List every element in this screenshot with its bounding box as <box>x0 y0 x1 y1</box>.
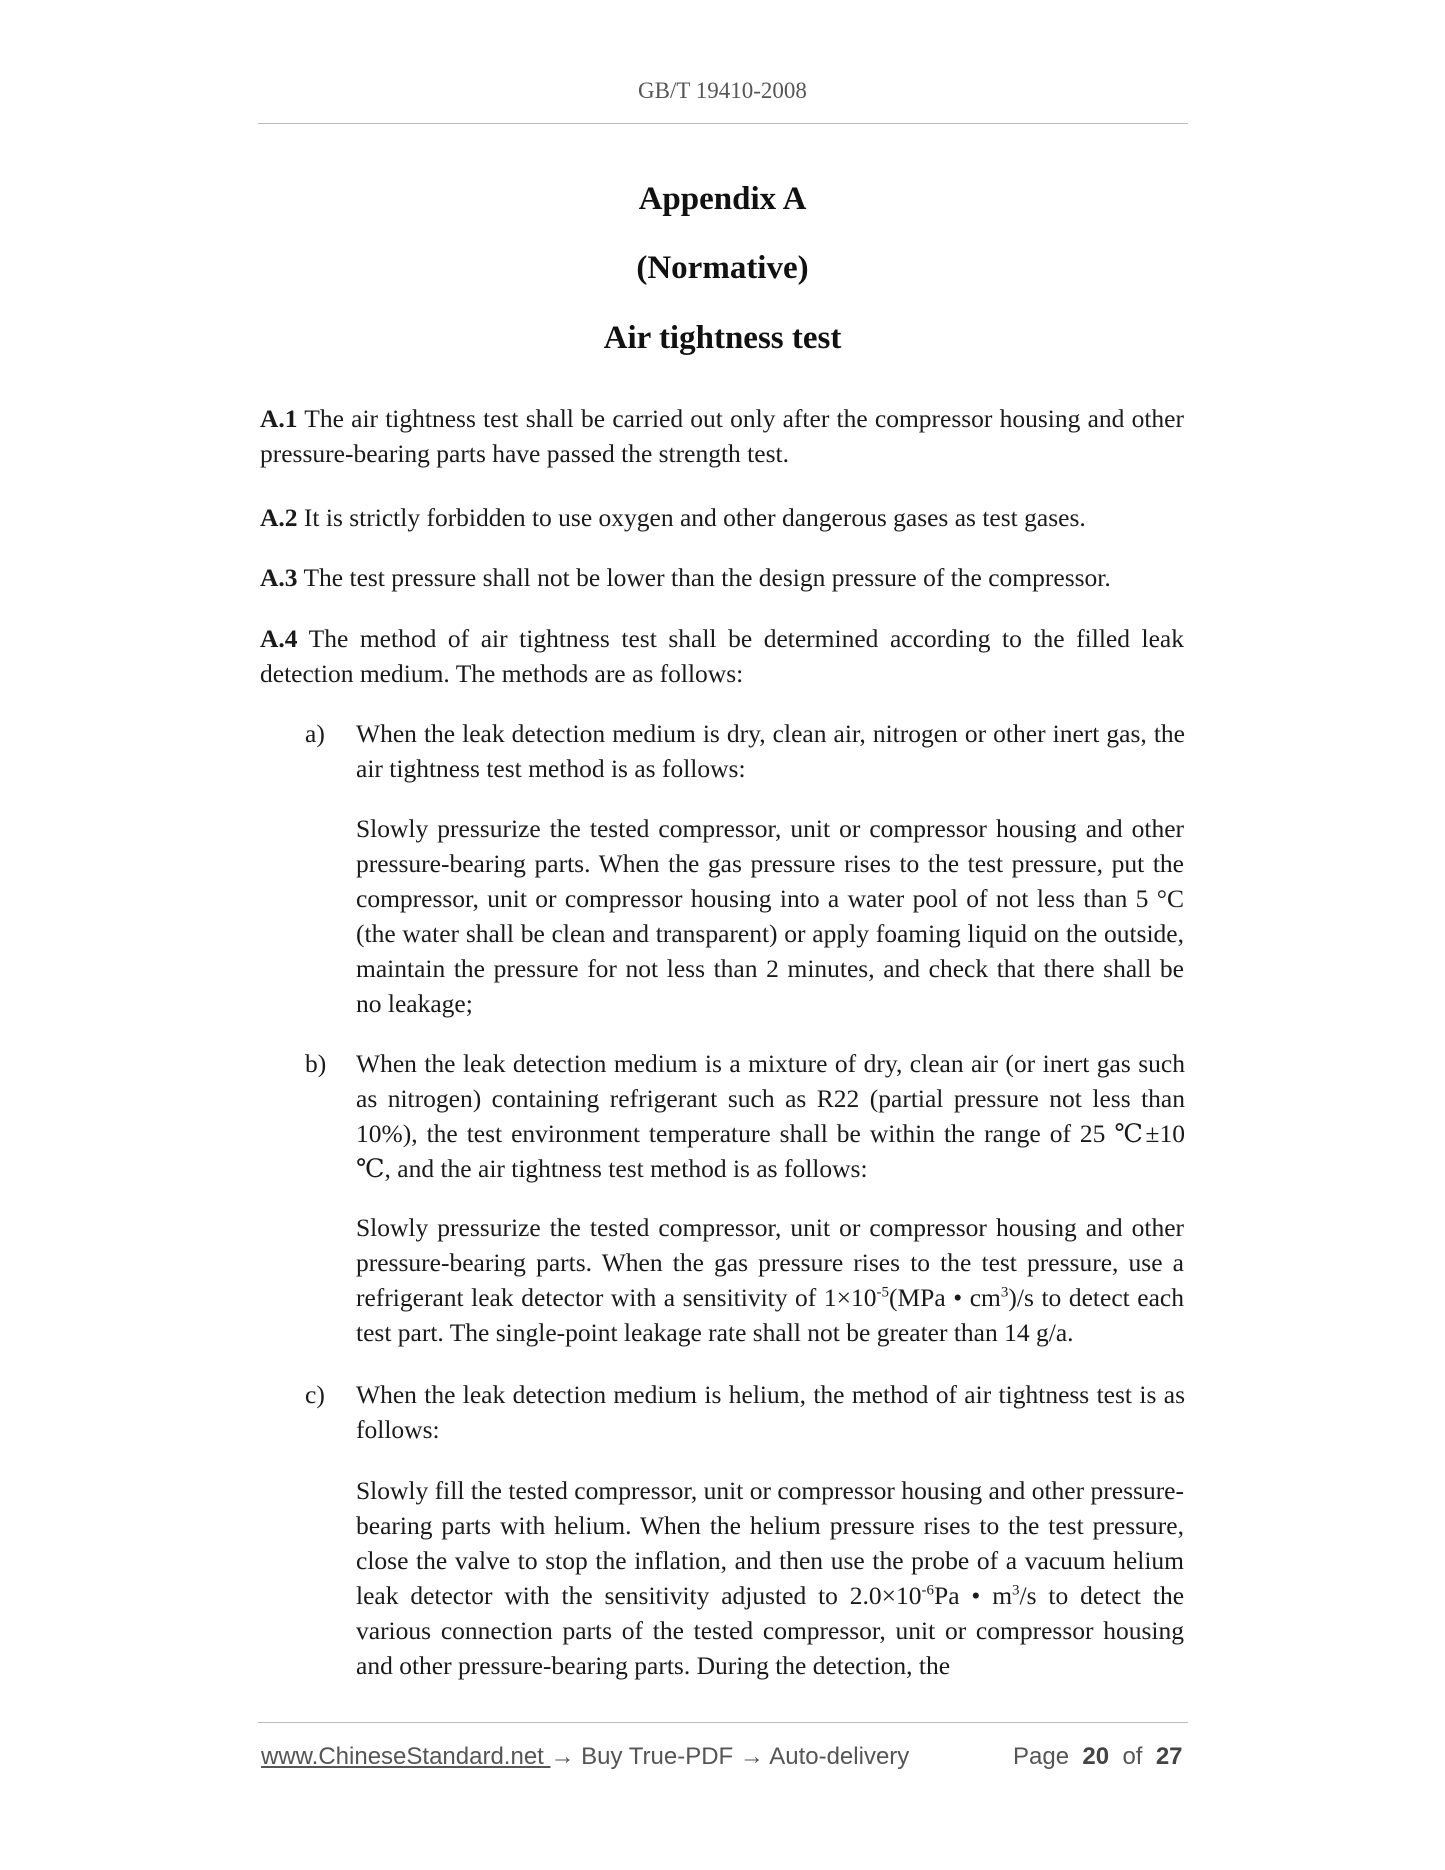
clause-a1 <box>260 401 1184 471</box>
detail-text: )/s to detect each test part. The single-point leakage rate shall not be greater than 14 g/a. <box>356 1283 1184 1347</box>
clause-text: The test pressure shall not be lower than the design pressure of the compressor. <box>297 563 1111 592</box>
list-item-text: When the leak detection medium is a mixture of dry, clean air (or inert gas such as nitrogen) containing refrigerant such as R22 (partial pressure not less than 10%), the test environment temperature shall be within the range of 25 ℃±10 ℃, and the air tightness test method is as follows: <box>356 1049 1185 1183</box>
clause-number: A.1 <box>260 404 298 433</box>
footer-divider <box>258 1722 1188 1723</box>
exponent: 3 <box>1012 1582 1020 1599</box>
exponent: -6 <box>921 1582 935 1599</box>
clause-a4 <box>260 621 1184 691</box>
arrow-icon: → <box>739 1743 764 1770</box>
standard-code-header: GB/T 19410-2008 <box>638 78 807 103</box>
clause-text: The air tightness test shall be carried out only after the compressor housing and other pressure-bearing parts have passed the strength test. <box>260 404 1184 468</box>
clause-text: It is strictly forbidden to use oxygen and other dangerous gases as test gases. <box>297 503 1086 532</box>
page-total: 27 <box>1155 1743 1183 1770</box>
of-word: of <box>1122 1743 1143 1770</box>
clause-number: A.3 <box>260 563 298 592</box>
page-indicator <box>1013 1743 1183 1771</box>
list-item-a-detail: Slowly pressurize the tested compressor, unit or compressor housing and other pressure-bearing parts. When the gas pressure rises to the test pressure, put the compressor, unit or compressor housing into a water pool of not less than 5 °C (the water shall be clean and transparent) or apply foaming liquid on the outside, maintain the pressure for not less than 2 minutes, and check that there shall be no leakage; <box>356 814 1184 1018</box>
list-item-a <box>305 716 1185 786</box>
page-word: Page <box>1013 1743 1070 1770</box>
detail-text: Pa • m <box>934 1581 1013 1610</box>
list-item-c <box>305 1377 1185 1447</box>
list-marker: b) <box>305 1049 327 1078</box>
website-link[interactable]: www.ChineseStandard.net <box>261 1743 551 1770</box>
appendix-subject: Air tightness test <box>603 320 842 356</box>
list-item-b-detail <box>356 1210 1184 1350</box>
appendix-type: (Normative) <box>636 250 809 286</box>
clause-a3 <box>260 560 1184 595</box>
clause-text: The method of air tightness test shall be determined according to the filled leak detection medium. The methods are as follows: <box>260 624 1184 688</box>
list-item-text: When the leak detection medium is dry, clean air, nitrogen or other inert gas, the air tightness test method is as follows: <box>356 719 1185 783</box>
list-marker: c) <box>305 1380 325 1409</box>
header-divider <box>258 123 1188 124</box>
list-marker: a) <box>305 719 325 748</box>
list-item-text: When the leak detection medium is helium, the method of air tightness test is as follows: <box>356 1380 1185 1444</box>
detail-text: /s to detect the various connection parts of the tested compressor, unit or compressor housing and other pressure-bearing parts. During the detection, the <box>356 1581 1185 1680</box>
arrow-icon: → <box>550 1743 575 1770</box>
clause-a2 <box>260 500 1184 535</box>
list-item-c-detail <box>356 1473 1184 1683</box>
clause-number: A.2 <box>260 503 298 532</box>
detail-text: Slowly fill the tested compressor, unit or compressor housing and other pressure-bearing parts with helium. When the helium pressure rises to the test pressure, close the valve to stop the inflation, and then use the probe of a vacuum helium leak detector with the sensitivity adjusted to 2.0×10 <box>356 1476 1184 1610</box>
delivery-text: Auto-delivery <box>763 1743 910 1770</box>
footer-promo <box>261 1743 909 1771</box>
detail-text: Slowly pressurize the tested compressor, unit or compressor housing and other pressure-bearing parts. When the gas pressure rises to the test pressure, use a refrigerant leak detector with a sensitivity of 1×10 <box>356 1213 1184 1312</box>
list-item-b <box>305 1046 1185 1186</box>
buy-text: Buy True-PDF <box>574 1743 740 1770</box>
exponent: 3 <box>1000 1284 1009 1301</box>
detail-text: (MPa • cm <box>889 1283 1001 1312</box>
clause-number: A.4 <box>260 624 298 653</box>
appendix-title: Appendix A <box>638 181 807 217</box>
page-number: 20 <box>1082 1743 1110 1770</box>
exponent: -5 <box>876 1284 889 1301</box>
